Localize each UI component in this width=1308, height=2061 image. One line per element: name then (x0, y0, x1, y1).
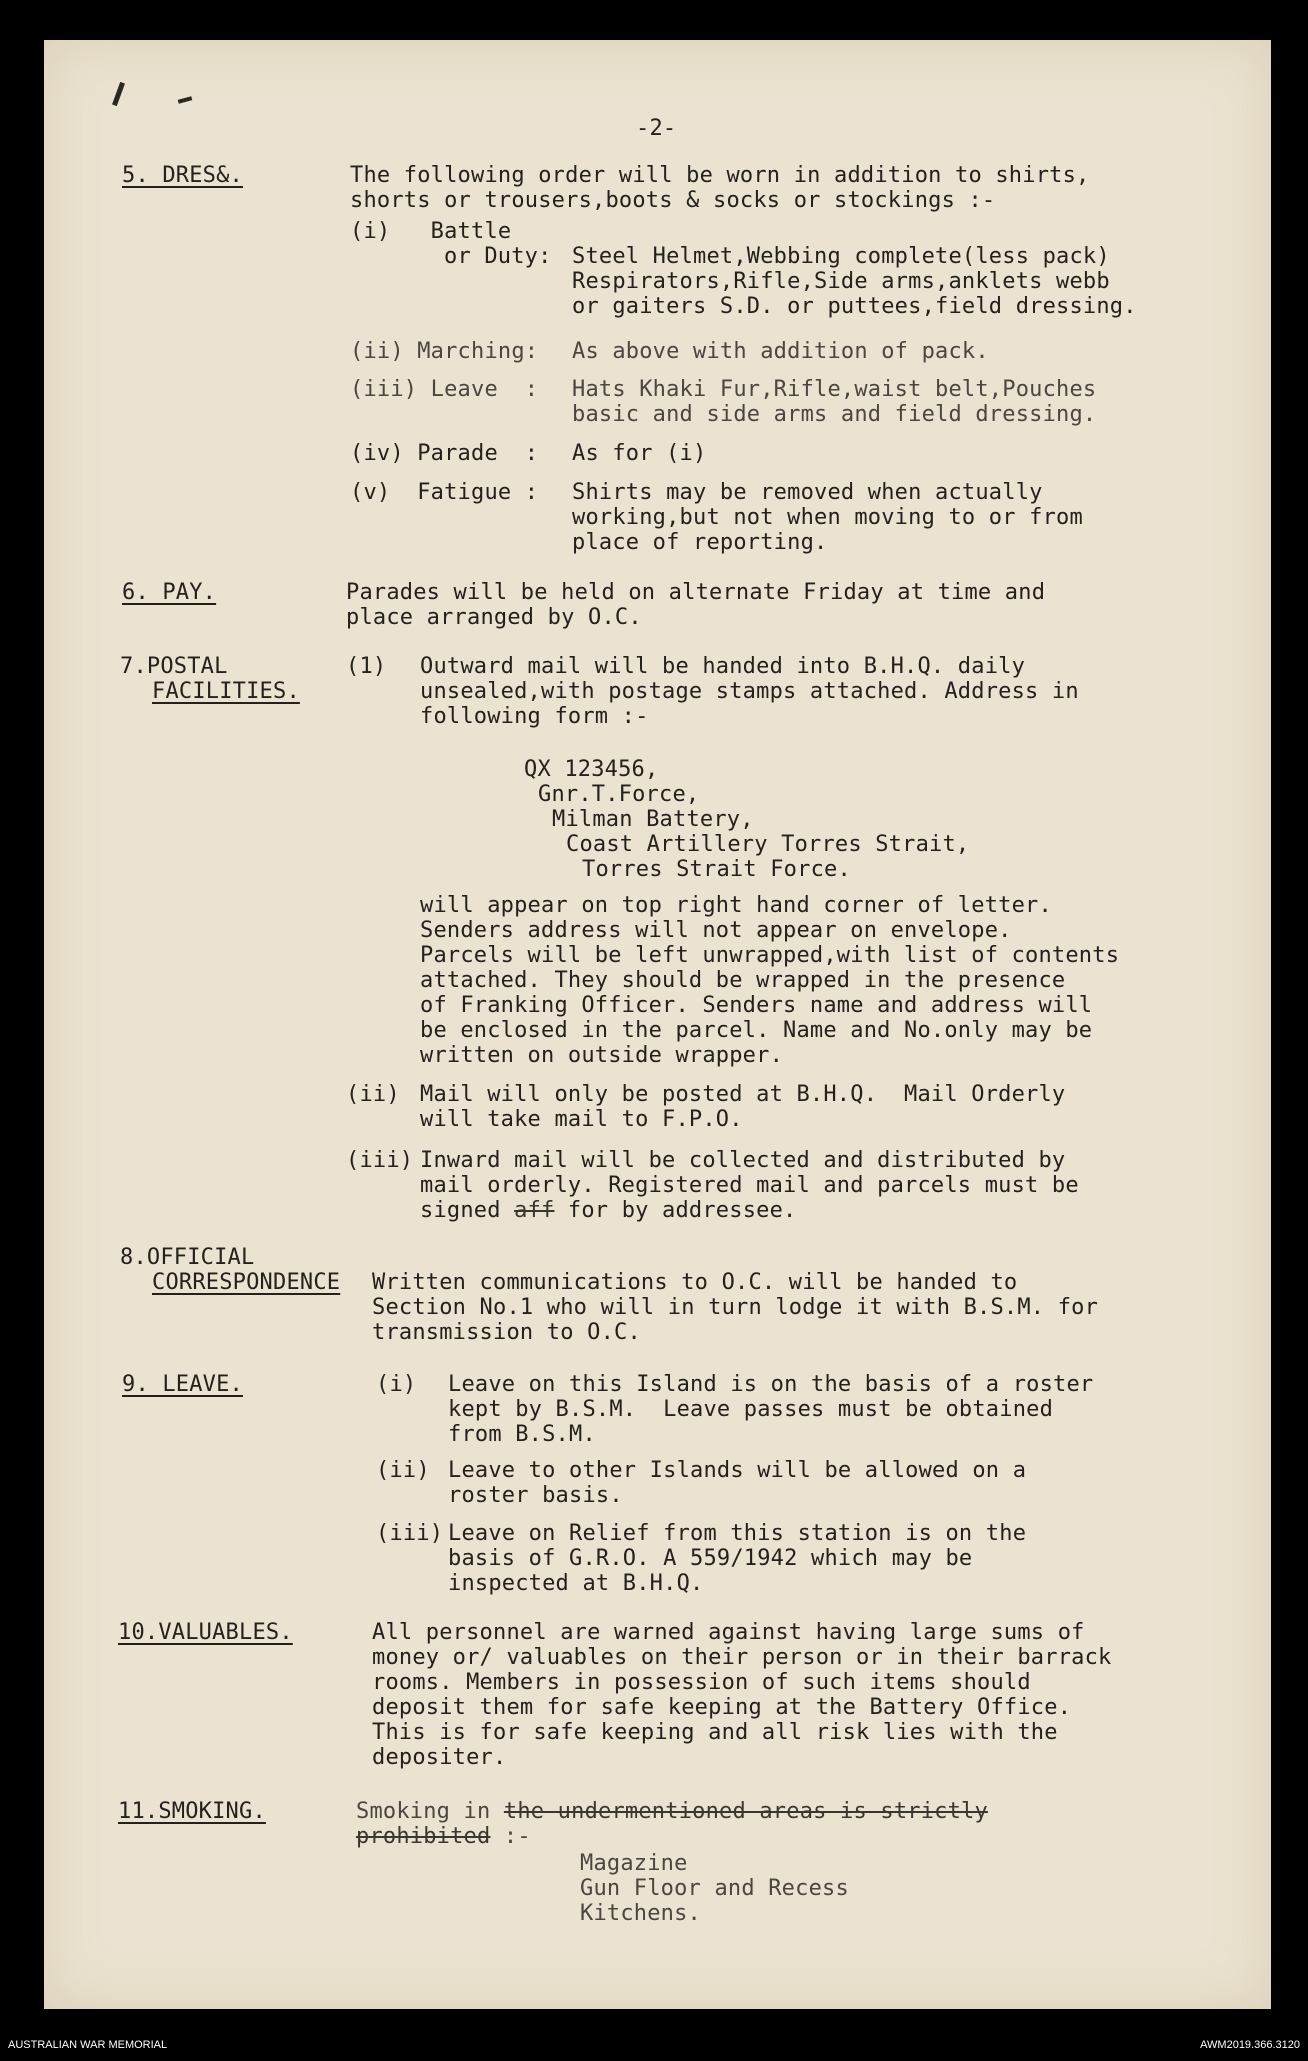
dress-item-label: (i) Battle (350, 219, 512, 244)
postal-item-text: of Franking Officer. Senders name and address will (420, 993, 1093, 1018)
postal-item-text: attached. They should be wrapped in the presence (420, 968, 1066, 993)
postal-item-text: mail orderly. Registered mail and parcels must be (420, 1173, 1079, 1198)
section-10-heading: 10.VALUABLES. (118, 1620, 293, 1645)
section-7-heading: FACILITIES. (152, 679, 300, 704)
section-8-text: Section No.1 who will in turn lodge it with B.S.M. for (372, 1295, 1099, 1320)
dress-item-label: (iii) Leave : (350, 377, 539, 402)
section-11-text (356, 1799, 988, 1824)
section-11-heading: 11.SMOKING. (118, 1799, 266, 1824)
leave-item-text: inspected at B.H.Q. (448, 1571, 704, 1596)
section-10-text: deposit them for safe keeping at the Battery Office. (372, 1695, 1072, 1720)
postal-item-number: (1) (346, 654, 387, 679)
address-line: QX 123456, (524, 757, 659, 782)
section-6-text: place arranged by O.C. (346, 605, 642, 630)
postal-item-text: will take mail to F.P.O. (420, 1107, 743, 1132)
postal-item-number: (ii) (346, 1082, 400, 1107)
footer-reference: AWM2019.366.3120 (1200, 2039, 1300, 2051)
section-6-heading: 6. PAY. (122, 580, 217, 605)
dress-item-label: (iv) Parade : (350, 441, 539, 466)
struck-text: the undermentioned areas is strictly (503, 1799, 988, 1824)
postal-text-part: signed (420, 1198, 515, 1223)
struck-text: aff (514, 1198, 555, 1223)
footer-credit: AUSTRALIAN WAR MEMORIAL (8, 2039, 168, 2051)
section-10-text: depositer. (372, 1745, 507, 1770)
address-line: Coast Artillery Torres Strait, (566, 832, 970, 857)
leave-item-text: Leave to other Islands will be allowed on a (448, 1458, 1027, 1483)
dress-item-text: Shirts may be removed when actually (572, 480, 1043, 505)
address-line: Torres Strait Force. (582, 857, 851, 882)
page-number: -2- (636, 116, 677, 141)
postal-text-part: for by addressee. (554, 1198, 797, 1223)
postal-item-text: Senders address will not appear on envelope. (420, 918, 1012, 943)
leave-item-text: basis of G.R.O. A 559/1942 which may be (448, 1546, 973, 1571)
postal-item-text: written on outside wrapper. (420, 1043, 784, 1068)
section-11-text (356, 1824, 531, 1849)
dress-item-text: place of reporting. (572, 530, 828, 555)
postal-item-text: will appear on top right hand corner of letter. (420, 893, 1052, 918)
leave-item-text: Leave on Relief from this station is on the (448, 1521, 1027, 1546)
postal-item-text: Parcels will be left unwrapped,with list of contents (420, 943, 1120, 968)
dress-item-label: or Duty: (444, 244, 552, 269)
section-10-text: This is for safe keeping and all risk lies with the (372, 1720, 1058, 1745)
dress-item-text: As above with addition of pack. (572, 339, 989, 364)
smoking-area-item: Kitchens. (580, 1901, 702, 1926)
leave-item-text: Leave on this Island is on the basis of a roster (448, 1372, 1094, 1397)
struck-text: prohibited (356, 1824, 491, 1849)
leave-item-text: roster basis. (448, 1483, 623, 1508)
postal-item-text: Mail will only be posted at B.H.Q. Mail Orderly (420, 1082, 1066, 1107)
dress-item-text: or gaiters S.D. or puttees,field dressing. (572, 294, 1137, 319)
address-line: Gnr.T.Force, (538, 782, 700, 807)
postal-item-text: unsealed,with postage stamps attached. Address in (420, 679, 1079, 704)
dress-item-text: Steel Helmet,Webbing complete(less pack) (572, 244, 1110, 269)
section-8-text: transmission to O.C. (372, 1320, 641, 1345)
postal-item-text: Inward mail will be collected and distributed by (420, 1148, 1066, 1173)
dress-item-label: (ii) Marching: (350, 339, 539, 364)
section-10-text: All personnel are warned against having large sums of (372, 1620, 1085, 1645)
dress-item-text: Hats Khaki Fur,Rifle,waist belt,Pouches (572, 377, 1097, 402)
section-8-heading: 8.OFFICIAL (120, 1245, 255, 1270)
postal-item-text: be enclosed in the parcel. Name and No.only may be (420, 1018, 1093, 1043)
address-line: Milman Battery, (552, 807, 754, 832)
dress-item-text: basic and side arms and field dressing. (572, 402, 1097, 427)
section-10-text: money or/ valuables on their person or in their barrack (372, 1645, 1112, 1670)
dress-item-text: As for (i) (572, 441, 707, 466)
section-5-text: The following order will be worn in addition to shirts, (350, 163, 1090, 188)
section-8-text: Written communications to O.C. will be handed to (372, 1270, 1018, 1295)
smoking-text-part: :- (490, 1824, 531, 1849)
dress-item-label: (v) Fatigue : (350, 480, 539, 505)
section-9-heading: 9. LEAVE. (122, 1372, 244, 1397)
smoking-area-item: Magazine (580, 1851, 688, 1876)
leave-item-number: (i) (376, 1372, 417, 1397)
smoking-text-part: Smoking in (356, 1799, 504, 1824)
section-5-heading: 5. DRES&. (122, 163, 244, 188)
leave-item-number: (ii) (376, 1458, 430, 1483)
dress-item-text: working,but not when moving to or from (572, 505, 1083, 530)
section-8-heading: CORRESPONDENCE (152, 1270, 341, 1295)
postal-item-text: Outward mail will be handed into B.H.Q. daily (420, 654, 1026, 679)
postal-item-text (420, 1198, 796, 1223)
section-5-text: shorts or trousers,boots & socks or stockings :- (350, 188, 996, 213)
dress-item-text: Respirators,Rifle,Side arms,anklets webb (572, 269, 1110, 294)
leave-item-text: kept by B.S.M. Leave passes must be obtained (448, 1397, 1054, 1422)
postal-item-text: following form :- (420, 704, 649, 729)
smoking-area-item: Gun Floor and Recess (580, 1876, 849, 1901)
section-7-heading: 7.POSTAL (120, 654, 228, 679)
leave-item-text: from B.S.M. (448, 1422, 596, 1447)
leave-item-number: (iii) (376, 1521, 444, 1546)
section-10-text: rooms. Members in possession of such items should (372, 1670, 1031, 1695)
postal-item-number: (iii) (346, 1148, 414, 1173)
section-6-text: Parades will be held on alternate Friday at time and (346, 580, 1046, 605)
